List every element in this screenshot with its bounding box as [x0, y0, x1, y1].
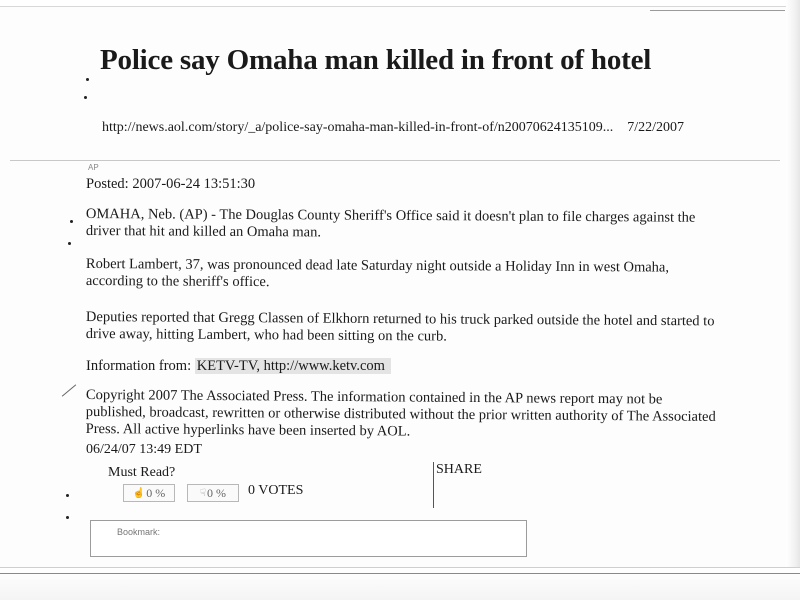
vote-yes-button[interactable] — [123, 484, 175, 502]
thumbs-up-icon: ☝ — [132, 487, 146, 499]
posted-date: Posted: 2007-06-24 13:51:30 — [86, 176, 256, 192]
scan-artifact-mark — [62, 384, 76, 396]
scan-artifact-line — [650, 10, 785, 11]
bookmark-label: Bookmark: — [117, 527, 161, 537]
info-source-link[interactable]: KETV-TV, http://www.ketv.com — [195, 358, 391, 374]
page-bottom-edge — [0, 567, 800, 600]
must-read-label: Must Read? — [108, 465, 176, 480]
bookmark-box[interactable] — [90, 520, 527, 557]
print-header — [102, 120, 684, 136]
vote-no-button[interactable] — [187, 484, 239, 502]
article-paragraph: OMAHA, Neb. (AP) - The Douglas County Sheriff's Office said it doesn't plan to file charges against the driver that hit and killed an Omaha man. — [85, 206, 696, 241]
article-headline: Police say Omaha man killed in front of hotel — [100, 44, 652, 76]
share-button[interactable]: SHARE — [436, 462, 482, 477]
article-paragraph: Robert Lambert, 37, was pronounced dead late Saturday night outside a Holiday Inn in west Omaha, according to the sheriff's office. — [85, 256, 670, 291]
page-right-edge — [786, 0, 800, 600]
article-timestamp: 06/24/07 13:49 EDT — [86, 442, 202, 457]
yes-percent: 0 % — [146, 485, 166, 500]
scan-speck — [66, 516, 69, 519]
source-label: AP — [88, 163, 99, 172]
print-date: 7/22/2007 — [627, 120, 685, 135]
thumbs-down-icon: ☟ — [199, 487, 207, 499]
vote-count: 0 VOTES — [248, 483, 304, 498]
share-divider — [433, 462, 434, 508]
scan-speck — [66, 494, 69, 497]
scan-speck — [84, 96, 87, 99]
page-top-edge — [0, 0, 800, 7]
scan-speck — [68, 242, 71, 245]
info-prefix: Information from: — [86, 358, 192, 374]
article-paragraph: Deputies reported that Gregg Classen of Elkhorn returned to his truck parked outside the hotel and started to drive away, hitting Lambert, who had been sitting on the curb. — [85, 309, 715, 345]
article-url[interactable]: http://news.aol.com/story/_a/police-say-omaha-man-killed-in-front-of/n20070624135109... — [102, 120, 614, 135]
scan-artifact-line — [0, 573, 800, 574]
info-source-line — [86, 358, 391, 375]
scan-speck — [86, 78, 89, 81]
no-percent: 0 % — [207, 485, 227, 500]
copyright-notice: Copyright 2007 The Associated Press. The information contained in the AP news report may not be published, broadcast, rewritten or otherwise distributed without the prior written authority of The Associated Press. All active hyperlinks have been inserted by AOL. — [85, 387, 716, 440]
scan-speck — [70, 220, 73, 223]
scan-artifact-line — [10, 160, 780, 161]
